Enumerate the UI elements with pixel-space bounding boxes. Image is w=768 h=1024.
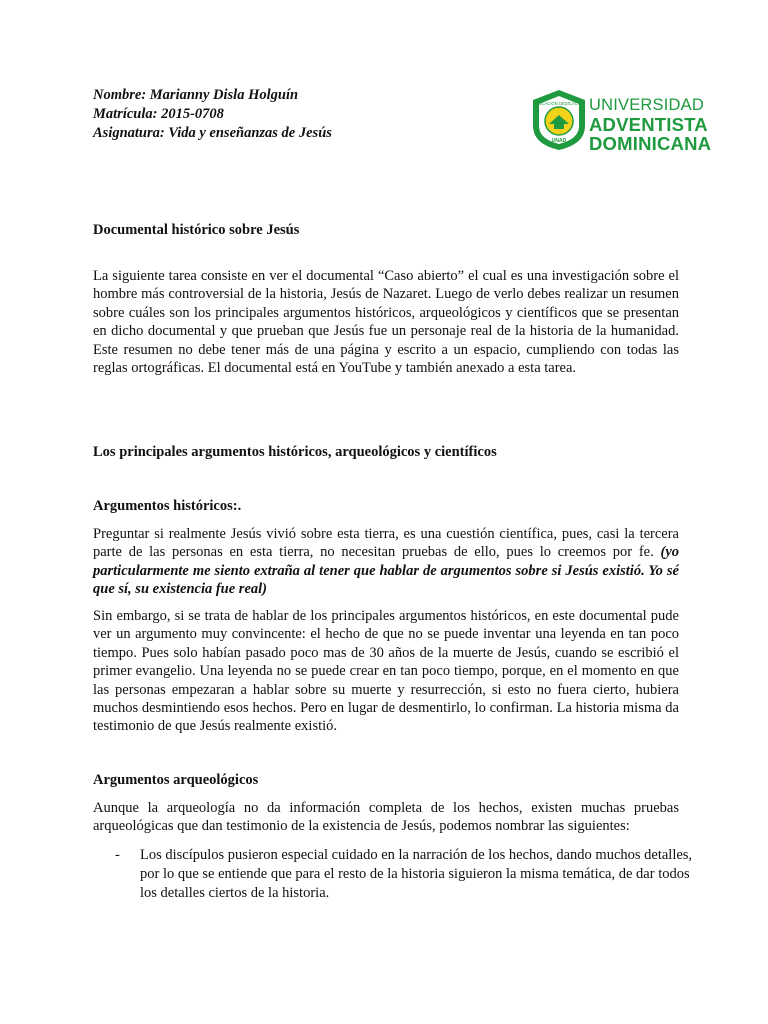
university-seal-icon bbox=[529, 88, 589, 152]
seal-bottom-text: UNAD bbox=[551, 138, 567, 144]
historic-paragraph-1 bbox=[93, 525, 679, 599]
archaeological-paragraph: Aunque la arqueología no da información completa de los hechos, existen muchas pruebas arqueológicas que dan testimonio de la existencia de Jesús, podemos nombrar las siguientes: bbox=[93, 800, 679, 835]
historic-heading: Argumentos históricos:. bbox=[93, 498, 242, 514]
list-item bbox=[115, 846, 703, 903]
student-name: Nombre: Marianny Disla Holguín bbox=[93, 87, 299, 103]
bullet-text: Los discípulos pusieron especial cuidado en la narración de los hechos, dando muchos detalles, por lo que se entiende que para el resto de la historia siguieron la misma temática, de dar todos los detalles ciertos de la historia. bbox=[140, 847, 693, 901]
course-name: Asignatura: Vida y enseñanzas de Jesús bbox=[93, 125, 332, 141]
student-info bbox=[93, 86, 332, 143]
logo-line-1: UNIVERSIDAD bbox=[589, 96, 704, 114]
logo-line-2: ADVENTISTA bbox=[589, 114, 708, 135]
logo-wordmark bbox=[589, 96, 711, 153]
logo-line-3: DOMINICANA bbox=[589, 133, 712, 154]
historic-paragraph-2: Sin embargo, si se trata de hablar de los principales argumentos históricos, en este documental pude ver un argumento muy convincente: el hecho de que no se puede inventar una leyenda en tan poco tiempo. Pues solo habían pasado poco mas de 30 años de la muerte de Jesús, cuando se escribió el primer evangelio. Una leyenda no se puede crear en tan poco tiempo, porque, en el momento en que las personas empezaran a hablar sobre su muerte y resurrección, si esto no fuera cierto, hubiera muchos desmintiendo esos hechos. Pero en lugar de desmentirlo, lo confirman. La historia misma da testimonio de que Jesús realmente existió. bbox=[93, 608, 679, 735]
archaeological-heading: Argumentos arqueológicos bbox=[93, 772, 259, 788]
section-title: Los principales argumentos históricos, arqueológicos y científicos bbox=[93, 444, 497, 460]
university-logo bbox=[529, 88, 712, 158]
bullet-marker: - bbox=[115, 847, 120, 863]
historic-p1-emphasis: (yo particularmente me siento extraña al tener que hablar de argumentos sobre si Jesús existió. Yo sé que sí, su existencia fue real) bbox=[93, 544, 679, 598]
intro-paragraph: La siguiente tarea consiste en ver el documental “Caso abierto” el cual es una investigación sobre el hombre más controversial de la historia, Jesús de Nazaret. Luego de verlo debes realizar un resumen sobre cuáles son los principales argumentos históricos, arqueológicos y científicos que se presentan en dicho documental y que prueban que Jesús fue un personaje real de la historia de la humanidad. Este resumen no debe tener más de una página y escrito a un espacio, cumpliendo con todas las reglas ortográficas. El documental está en YouTube y también anexado a esta tarea. bbox=[93, 268, 679, 377]
historic-p1-text: Preguntar si realmente Jesús vivió sobre esta tierra, es una cuestión científica, pues, casi la tercera parte de las personas en esta tierra, no necesitan pruebas de ello, pues lo creemos por fe. bbox=[93, 526, 679, 561]
student-id: Matrícula: 2015-0708 bbox=[93, 106, 224, 122]
document-title: Documental histórico sobre Jesús bbox=[93, 222, 300, 238]
seal-top-text: EDUCACIÓN DEDICACIÓN bbox=[532, 101, 586, 106]
